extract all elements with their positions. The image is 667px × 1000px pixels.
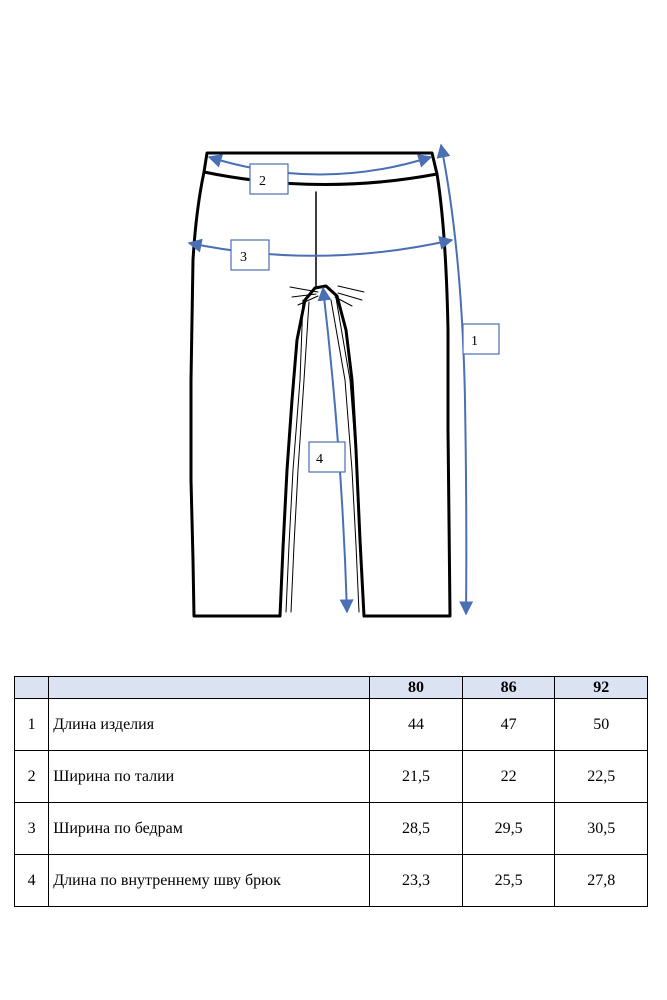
row-number: 4 <box>15 855 49 907</box>
row-value: 23,3 <box>370 855 463 907</box>
row-value: 27,8 <box>555 855 648 907</box>
row-number: 3 <box>15 803 49 855</box>
callout-3 <box>231 240 269 270</box>
arrow-length <box>441 145 466 614</box>
svg-text:4: 4 <box>316 452 323 467</box>
row-label: Ширина по бедрам <box>49 803 370 855</box>
header-blank-num <box>15 677 49 699</box>
row-label: Длина изделия <box>49 699 370 751</box>
svg-text:1: 1 <box>471 334 478 349</box>
size-header-row <box>15 677 648 699</box>
row-number: 2 <box>15 751 49 803</box>
table-row <box>15 855 648 907</box>
size-header: 80 <box>370 677 463 699</box>
size-table <box>14 676 648 907</box>
row-value: 28,5 <box>370 803 463 855</box>
callout-4 <box>309 442 345 472</box>
crotch-gathers <box>290 286 364 306</box>
row-number: 1 <box>15 699 49 751</box>
header-blank-label <box>49 677 370 699</box>
row-value: 21,5 <box>370 751 463 803</box>
row-value: 50 <box>555 699 648 751</box>
pants-outline <box>191 153 450 616</box>
table-row <box>15 803 648 855</box>
callout-2 <box>250 164 288 194</box>
row-value: 44 <box>370 699 463 751</box>
size-header: 92 <box>555 677 648 699</box>
svg-text:2: 2 <box>259 174 266 189</box>
row-value: 22,5 <box>555 751 648 803</box>
row-value: 30,5 <box>555 803 648 855</box>
table-row <box>15 751 648 803</box>
svg-text:3: 3 <box>240 250 247 265</box>
pants-silhouette <box>191 172 450 616</box>
row-value: 22 <box>462 751 555 803</box>
arrow-waist <box>209 157 431 175</box>
row-label: Длина по внутреннему шву брюк <box>49 855 370 907</box>
row-value: 25,5 <box>462 855 555 907</box>
callout-1 <box>463 324 499 354</box>
arrow-hip <box>189 240 452 256</box>
row-value: 47 <box>462 699 555 751</box>
row-value: 29,5 <box>462 803 555 855</box>
row-label: Ширина по талии <box>49 751 370 803</box>
size-header: 86 <box>462 677 555 699</box>
table-row <box>15 699 648 751</box>
measurement-arrows <box>189 145 466 614</box>
waistband <box>204 153 437 185</box>
